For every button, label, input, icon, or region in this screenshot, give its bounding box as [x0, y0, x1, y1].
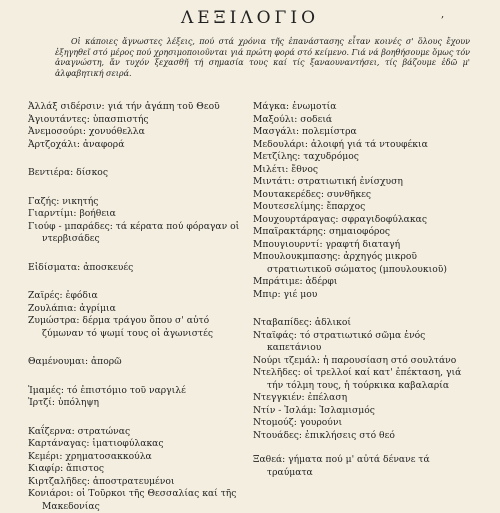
glossary-entry: Μπαϊρακτάρης: σημαιοφόρος	[253, 226, 391, 237]
glossary-entry: Ντεγγκιέν: ἐπέλαση	[253, 392, 348, 403]
glossary-entry: Γιαρντίμι: βοήθεια	[28, 208, 116, 219]
glossary-entry: Κεμέρι: χρηματοσακκούλα	[28, 450, 152, 462]
glossary-entry: Μιλέτι: ἔθνος	[253, 163, 319, 175]
glossary-entry: Ἀρτζοχάλι: ἀναφορά	[28, 138, 125, 150]
glossary-entry: Μπουγιουρντί: γραφτή διαταγή	[253, 238, 401, 250]
glossary-entry: Μουτακερέδες: συνθῆκες	[253, 188, 372, 200]
glossary-entry: Μεδουλάρι: ἀλοιφή γιά τά ντουφέκια	[253, 138, 428, 150]
glossary-entry: Μουχουρτάραγας: σφραγιδοφύλακας	[253, 213, 427, 225]
glossary-entry: Νούρι τζεμάλ: ἡ παρουσίαση στό σουλτάνο	[253, 354, 457, 366]
glossary-entry: Νταβαπίδες: ἀδλικοί	[253, 317, 351, 328]
glossary-entry: Κιρτζαλῆδες: ἀποστρατευμένοι	[28, 475, 175, 487]
glossary-entry: Μιντάτι: στρατιωτική ἐνίσχυση	[253, 176, 403, 187]
glossary-entry: Καρτάναγας: ἱματιοφύλακας	[28, 438, 164, 449]
glossary-entry: Μουτεσελίμης: ἔπαρχος	[253, 201, 366, 212]
glossary-column-left	[28, 101, 240, 513]
glossary-column-right	[253, 101, 473, 479]
page-title: ΛΕΞΙΛΟΓΙΟ	[180, 8, 320, 28]
glossary-entry: Εἰδίσματα: ἀποσκευές	[28, 261, 134, 273]
glossary-entry: Ἀνεμοσούρι: χονυόθελλα	[28, 126, 145, 137]
intro-paragraph: Οἱ κάποιες ἄγνωστες λέξεις, πού στά χρόνια τῆς ἐπανάστασης εἶταν κοινές σ' ὅλους ἔχουν ἐξηγηθεῖ στό μέρος πού χρησιμοποιοῦνται γιά πρώτη φορά στό κείμενο. Γιά νά βοηθήσουμε ὅμως τόν ἀναγνώστη, ἄν τυχόν ξεχασθῆ τή σημασία τους καί τίς ξαναουναντήσει, τίς βάζουμε ἐδῶ μ' ἀλφαβητική σειρά.	[55, 37, 470, 78]
glossary-entry: Κιαφίρ: ἄπιστος	[28, 463, 104, 474]
glossary-entry: Μπράτιμε: ἀδέρφι	[253, 276, 338, 287]
glossary-entry: Ξαθεά: γήματα πού μ' αὐτά δένανε τά τραύματα	[253, 454, 430, 478]
glossary-entry: Ἀγιουτάντες: ὑπασπιστής	[28, 113, 149, 125]
glossary-entry: Ζουλάπια: ἀγρίμια	[28, 302, 116, 314]
page-mark: ,	[441, 9, 445, 20]
glossary-entry: Ζυμώστρα: δέρμα τράγου ὅπου σ' αὐτό ζύμωναν τό ψωμί τους οἱ ἀγωνιστές	[28, 315, 214, 339]
glossary-entry: Ἰμαμές: τό ἐπιστόμιο τοῦ ναργιλέ	[28, 384, 186, 396]
glossary-entry: Μάγκα: ἐνωμοτία	[253, 101, 337, 112]
glossary-entry: Κονιάροι: οἱ Τοῦρκοι τῆς Θεσσαλίας καί τῆς Μακεδονίας	[28, 488, 237, 512]
glossary-entry: Μπουλουκμπασης: ἀρχηγός μικροῦ στρατιωτικοῦ σώματος (μπουλουκιοῦ)	[253, 251, 447, 275]
glossary-entry: Μπιρ: γιέ μου	[253, 288, 318, 300]
glossary-entry: Βεντιέρα: δίσκος	[28, 167, 108, 178]
glossary-entry: Ντομούζ: γουρούνι	[253, 417, 343, 428]
glossary-entry: Γιούφ - μπαράδες: τά κέρατα πού φόραγαν οἱ ντερβισάδες	[28, 220, 240, 244]
glossary-entry: Μασγάλι: πολεμίστρα	[253, 126, 357, 137]
glossary-entry: Νταϊφάς: τό στρατιωτικό σῶμα ἑνός καπετάνιου	[253, 329, 426, 353]
glossary-entry: Ντελῆδες: οἱ τρελλοί καί κατ' ἐπέκταση, γιά τήν τόλμη τους, ἡ τούρκικα καβαλαρία	[253, 367, 462, 391]
glossary-entry: Γαζής: νικητής	[28, 195, 99, 207]
glossary-entry: Ἀλλάξ σιδέρσιν: γιά τήν ἀγάπη τοῦ Θεοῦ	[28, 101, 220, 112]
glossary-entry: Ἰρτζί: ὑπόληψη	[28, 397, 100, 408]
glossary-entry: Καΐζερνα: στρατώνας	[28, 425, 131, 437]
glossary-entry: Θαμένουμαι: ἀπορῶ	[28, 356, 122, 367]
glossary-entry: Ζαϊρές: ἐφόδια	[28, 290, 98, 301]
glossary-entry: Μετζίλης: ταχυδρόμος	[253, 151, 359, 162]
glossary-entry: Ντουάδες: ἐπικλήσεις στό θεό	[253, 429, 395, 441]
glossary-entry: Ντίν - Ἰσλάμ: Ἰσλαμισμός	[253, 404, 375, 416]
glossary-entry: Μαξούλι: σοδειά	[253, 113, 333, 125]
